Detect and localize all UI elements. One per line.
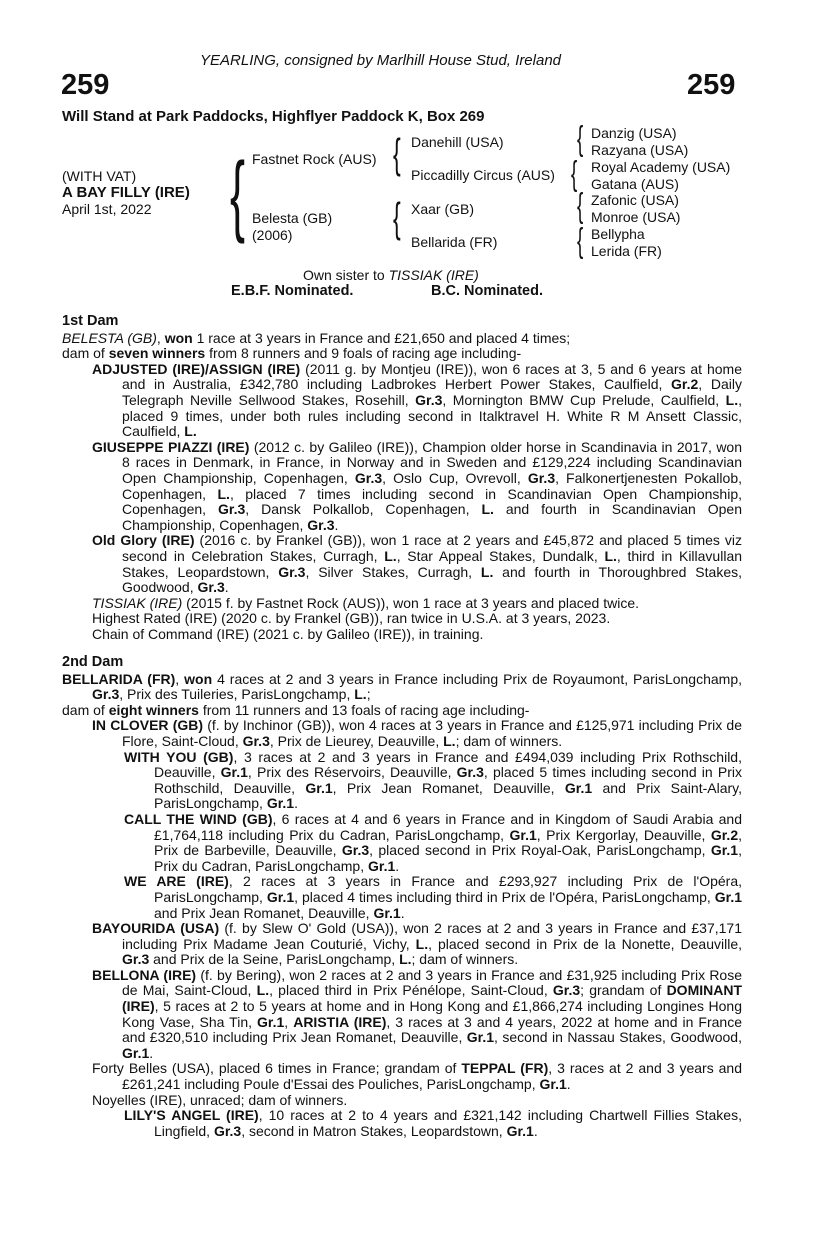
second-dam-dam-of: dam of eight winners from 11 runners and 13 foals of racing age including-: [62, 701, 530, 718]
dam-sire: Xaar (GB): [411, 201, 475, 217]
produce-entry: WITH YOU (GB), 3 races at 2 and 3 years in France and £494,039 including Prix Rothschild, Deauville, Gr.1, Prix des Réservoirs, Deauville, Gr.3, placed 5 times including second in Prix Rothschild, Deauville, Gr.1, Prix Jean Romanet, Deauville, Gr.1 and Prix Saint-Alary, ParisLongchamp, Gr.1.: [124, 748, 742, 812]
brace-g2: {: [571, 155, 578, 193]
produce-entry: Old Glory (IRE) (2016 c. by Frankel (GB)), won 1 race at 2 years and £45,872 and placed 5 times viz second in Celebration Stakes, Curragh, L., Star Appeal Stakes, Dundalk, L., third in Killavullan Stakes, Leopardstown, Gr.3, Silver Stakes, Curragh, L. and fourth in Thoroughbred Stakes, Goodwood, Gr.3.: [92, 532, 743, 596]
vat-note: (WITH VAT): [62, 168, 137, 184]
first-dam-section: [62, 314, 742, 642]
second-dam-section: [62, 655, 742, 1139]
produce-entry: TISSIAK (IRE) (2015 f. by Fastnet Rock (AUS)), won 1 race at 3 years and placed twice.: [92, 594, 639, 611]
horse-name: A BAY FILLY (IRE): [62, 184, 190, 201]
dam: Belesta (GB): [252, 210, 333, 226]
lot-number-left: 259: [61, 69, 110, 101]
stand-location: Will Stand at Park Paddocks, Highflyer Paddock K, Box 269: [62, 108, 485, 125]
sire: Fastnet Rock (AUS): [252, 151, 377, 167]
dam-dam: Bellarida (FR): [411, 234, 498, 250]
brace-g4: {: [577, 222, 584, 260]
produce-name: GIUSEPPE PIAZZI (IRE): [92, 438, 250, 455]
own-sister-note: [303, 267, 479, 283]
ebf-nominated: E.B.F. Nominated.: [231, 283, 354, 299]
produce-name: IN CLOVER (GB): [92, 717, 204, 734]
lot-number-right: 259: [687, 69, 736, 101]
produce-name: BELLONA (IRE): [92, 966, 197, 983]
produce-entry: BELLONA (IRE) (f. by Bering), won 2 races at 2 and 3 years in France and £31,925 including Prix Rose de Mai, Saint-Cloud, L., placed third in Prix Pénélope, Saint-Cloud, Gr.3; grandam of DOMINANT (IRE), 5 races at 2 to 5 years at home and in Hong Kong and £1,866,274 including Longines Hong Kong Vase, Sha Tin, Gr.1, ARISTIA (IRE), 3 races at 3 and 4 years, 2022 at home and in France and £320,510 including Prix Jean Romanet, Deauville, Gr.1, second in Nassau Stakes, Goodwood, Gr.1.: [92, 966, 743, 1061]
produce-entry: Highest Rated (IRE) (2020 c. by Frankel (GB)), ran twice in U.S.A. at 3 years, 2023.: [92, 610, 611, 627]
produce-entry: GIUSEPPE PIAZZI (IRE) (2012 c. by Galileo (IRE)), Champion older horse in Scandinavia in 2017, won 8 races in Denmark, in France, in Norway and in Sweden and £129,224 including Scandinavian Open Championship, Copenhagen, Gr.3, Oslo Cup, Ovrevoll, Gr.3, Falkonertjenesten Pokallob, Copenhagen, L., placed 7 times including second in Scandinavian Open Championship, Copenhagen, Gr.3, Dansk Polkallob, Copenhagen, L. and fourth in Scandinavian Open Championship, Copenhagen, Gr.3.: [92, 438, 743, 533]
produce-name: Old Glory (IRE): [92, 532, 195, 549]
bc-nominated: B.C. Nominated.: [431, 283, 543, 299]
grandparent-7: Bellypha: [591, 226, 645, 242]
dam-year: (2006): [252, 227, 293, 243]
first-dam-heading: 1st Dam: [62, 313, 119, 329]
produce-entry: Forty Belles (USA), placed 6 times in France; grandam of TEPPAL (FR), 3 races at 2 and 3 years and £261,241 including Poule d'Essai des Pouliches, ParisLongchamp, Gr.1.: [92, 1060, 743, 1093]
first-dam-intro: BELESTA (GB), won 1 race at 3 years in France and £21,650 and placed 4 times;: [62, 329, 571, 346]
produce-entry: CALL THE WIND (GB), 6 races at 4 and 6 years in France and in Kingdom of Saudi Arabia and £1,764,118 including Prix du Cadran, ParisLongchamp, Gr.1, Prix Kergorlay, Deauville, Gr.2, Prix de Barbeville, Deauville, Gr.3, placed second in Prix Royal-Oak, ParisLongchamp, Gr.1, Prix du Cadran, ParisLongchamp, Gr.1.: [124, 810, 742, 874]
produce-entry: BAYOURIDA (USA) (f. by Slew O' Gold (USA)), won 2 races at 2 and 3 years in France and £37,171 including Prix Madame Jean Couturié, Vichy, L., placed second in Prix de la Nonette, Deauville, Gr.3 and Prix de la Seine, ParisLongchamp, L.; dam of winners.: [92, 920, 742, 968]
produce-entry: Chain of Command (IRE) (2021 c. by Galileo (IRE)), in training.: [92, 625, 484, 642]
produce-name: BAYOURIDA (USA): [92, 920, 220, 937]
first-dam-dam-of: dam of seven winners from 8 runners and 9 foals of racing age including-: [62, 345, 522, 362]
grandparent-3: Royal Academy (USA): [591, 159, 731, 175]
produce-name: WE ARE (IRE): [124, 873, 229, 890]
produce-entry: IN CLOVER (GB) (f. by Inchinor (GB)), won 4 races at 3 years in France and £125,971 including Prix de Flore, Saint-Cloud, Gr.3, Prix de Lieurey, Deauville, L.; dam of winners.: [92, 717, 742, 749]
brace-main: {: [230, 145, 246, 245]
produce-entry: LILY'S ANGEL (IRE), 10 races at 2 to 4 years and £321,142 including Chartwell Fillies Stakes, Lingfield, Gr.3, second in Matron Stakes, Leopardstown, Gr.1.: [124, 1107, 742, 1139]
second-dam-heading: 2nd Dam: [62, 654, 124, 670]
brace-g3: {: [577, 187, 584, 225]
produce-name: LILY'S ANGEL (IRE): [124, 1107, 259, 1124]
grandparent-5: Zafonic (USA): [591, 192, 679, 208]
produce-entry: WE ARE (IRE), 2 races at 3 years in France and £293,927 including Prix de l'Opéra, ParisLongchamp, Gr.1, placed 4 times including third in Prix de l'Opéra, ParisLongchamp, Gr.1 and Prix Jean Romanet, Deauville, Gr.1.: [124, 873, 742, 921]
own-sister-name: TISSIAK (IRE): [388, 267, 479, 283]
produce-name: WITH YOU (GB): [124, 748, 234, 765]
grandparent-1: Danzig (USA): [591, 125, 677, 141]
produce-entry: Noyelles (IRE), unraced; dam of winners.: [92, 1091, 348, 1108]
grandparent-4: Gatana (AUS): [591, 176, 679, 192]
second-dam-intro: BELLARIDA (FR), won 4 races at 2 and 3 years in France including Prix de Royaumont, ParisLongchamp, Gr.3, Prix des Tuileries, ParisLongchamp, L.;: [62, 670, 743, 703]
grandparent-8: Lerida (FR): [591, 243, 662, 259]
produce-entry: ADJUSTED (IRE)/ASSIGN (IRE) (2011 g. by Montjeu (IRE)), won 6 races at 3, 5 and 6 years at home and in Australia, £342,780 including Ladbrokes Herbert Power Stakes, Caulfield, Gr.2, Daily Telegraph Neville Sellwood Stakes, Rosehill, Gr.3, Mornington BMW Cup Prelude, Caulfield, L., placed 9 times, under both rules including second in Italktravel H. White R M Ansett Classic, Caulfield, L.: [92, 360, 743, 440]
sire-sire: Danehill (USA): [411, 134, 504, 150]
grandparent-2: Razyana (USA): [591, 142, 689, 158]
consignment-line: YEARLING, consigned by Marlhill House Stud, Ireland: [200, 52, 562, 69]
brace-sire: {: [393, 130, 401, 177]
brace-g1: {: [577, 120, 584, 158]
sire-dam: Piccadilly Circus (AUS): [411, 167, 555, 183]
horse-dob: April 1st, 2022: [62, 201, 152, 217]
brace-dam: {: [393, 194, 401, 241]
own-sister-prefix: Own sister to: [303, 267, 389, 283]
produce-name: ADJUSTED (IRE)/ASSIGN (IRE): [92, 360, 301, 377]
grandparent-6: Monroe (USA): [591, 209, 681, 225]
produce-name: CALL THE WIND (GB): [124, 810, 273, 827]
